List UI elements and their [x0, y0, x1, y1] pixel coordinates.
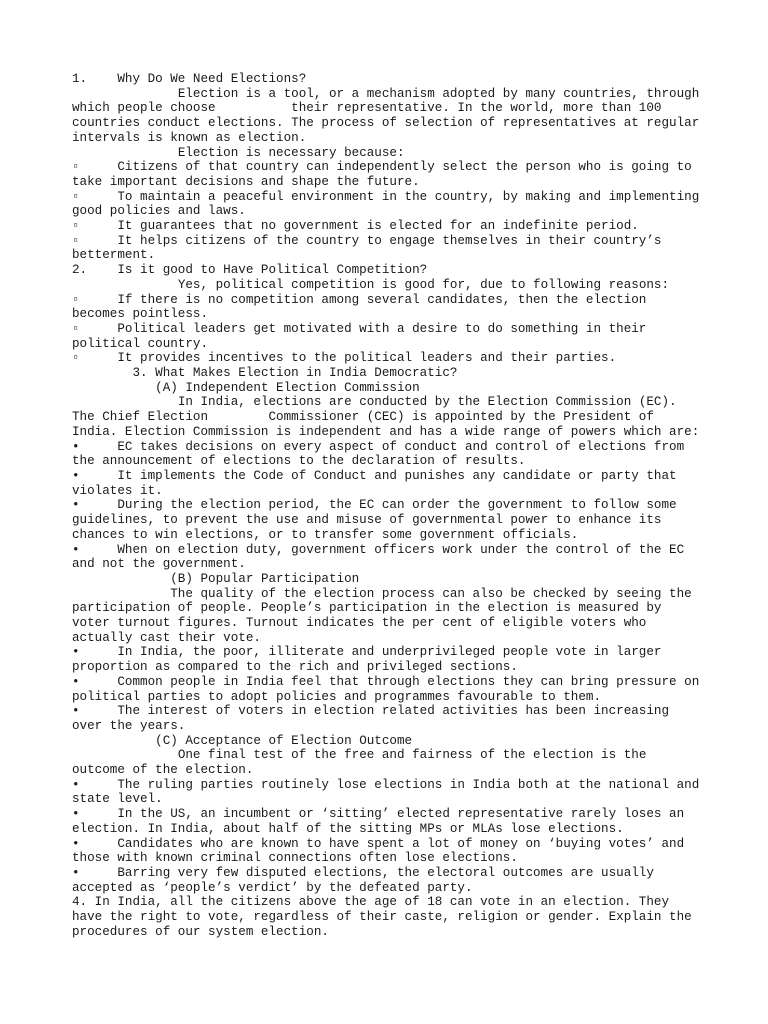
question-heading: 3. What Makes Election in India Democratic?	[72, 366, 458, 381]
bullet-item: ▫ It provides incentives to the political leaders and their parties.	[72, 351, 617, 366]
bullet-item: • When on election duty, government officers work under the control of the EC and not the government.	[72, 542, 692, 572]
section-heading: (B) Popular Participation	[72, 571, 360, 586]
paragraph: The quality of the election process can also be checked by seeing the participation of people. People’s participation in the election is measured by voter turnout figures. Turnout indicates the per cent of eligible voters who actually cast their vote.	[72, 586, 700, 645]
paragraph: Yes, political competition is good for, due to following reasons:	[72, 277, 670, 292]
bullet-item: • During the election period, the EC can order the government to follow some guidelines, to prevent the use and misuse of governmental power to enhance its chances to win elections, or to transfer some government officials.	[72, 498, 685, 542]
bullet-item: • EC takes decisions on every aspect of conduct and control of elections from the announcement of elections to the declaration of results.	[72, 439, 692, 469]
bullet-item: ▫ Political leaders get motivated with a desire to do something in their political country.	[72, 321, 654, 351]
bullet-item: • The interest of voters in election related activities has been increasing over the years.	[72, 704, 677, 733]
bullet-item: ▫ Citizens of that country can independently select the person who is going to take important decisions and shape the future.	[72, 160, 700, 189]
bullet-item: ▫ If there is no competition among several candidates, then the election becomes pointless.	[72, 292, 654, 322]
paragraph: One final test of the free and fairness of the election is the outcome of the election.	[72, 748, 654, 778]
question-heading: 4. In India, all the citizens above the age of 18 can vote in an election. They have the right to vote, regardless of their caste, religion or gender. Explain the procedures of our system election.	[72, 895, 700, 939]
question-heading: 1. Why Do We Need Elections?	[72, 72, 307, 86]
question-heading: 2. Is it good to Have Political Competition?	[72, 263, 428, 278]
document-body	[72, 72, 707, 939]
paragraph: Election is a tool, or a mechanism adopted by many countries, through which people choose their representative. In the world, more than 100 countries conduct elections. The process of selection of representatives at regular intervals is known as election.	[72, 86, 707, 145]
bullet-item: ▫ To maintain a peaceful environment in the country, by making and implementing good policies and laws.	[72, 189, 707, 219]
bullet-item: • Common people in India feel that through elections they can bring pressure on political parties to adopt policies and programmes favourable to them.	[72, 674, 707, 704]
section-heading: (A) Independent Election Commission	[72, 380, 420, 395]
bullet-item: • Candidates who are known to have spent a lot of money on ‘buying votes’ and those with known criminal connections often lose elections.	[72, 836, 692, 866]
bullet-item: • In India, the poor, illiterate and underprivileged people vote in larger proportion as compared to the rich and privileged sections.	[72, 645, 670, 675]
bullet-item: • It implements the Code of Conduct and punishes any candidate or party that violates it.	[72, 468, 685, 498]
section-heading: (C) Acceptance of Election Outcome	[72, 733, 413, 748]
paragraph: Election is necessary because:	[72, 145, 405, 160]
paragraph: In India, elections are conducted by the Election Commission (EC). The Chief Election Commissioner (CEC) is appointed by the President of India. Election Commission is independent and has a wide range of powers which are:	[72, 395, 700, 439]
bullet-item: • The ruling parties routinely lose elections in India both at the national and state level.	[72, 777, 707, 807]
bullet-item: ▫ It guarantees that no government is elected for an indefinite period.	[72, 219, 639, 234]
bullet-item: • Barring very few disputed elections, the electoral outcomes are usually accepted as ‘people’s verdict’ by the defeated party.	[72, 865, 662, 895]
bullet-item: ▫ It helps citizens of the country to engage themselves in their country’s betterment.	[72, 233, 670, 263]
bullet-item: • In the US, an incumbent or ‘sitting’ elected representative rarely loses an election. In India, about half of the sitting MPs or MLAs lose elections.	[72, 807, 692, 836]
